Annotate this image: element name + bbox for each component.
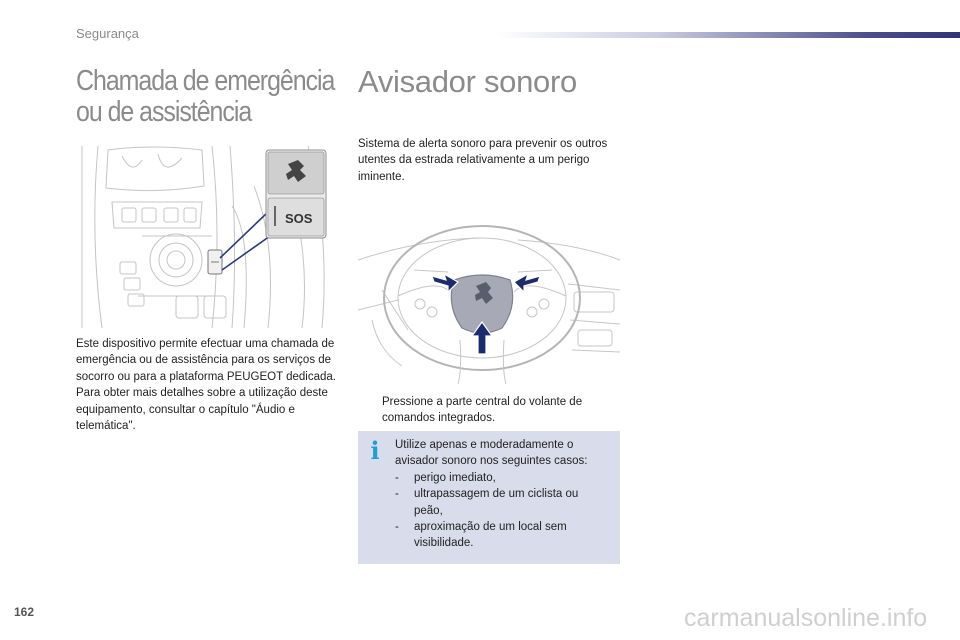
- section-label: Segurança: [76, 26, 139, 41]
- horn-intro: Sistema de alerta sonoro para prevenir os outros utentes da estrada relativamente a um perigo iminente.: [358, 138, 608, 183]
- emergency-call-paragraph-2: Para obter mais detalhes sobre a utilização deste equipamento, consultar o capítulo "Áudio e telemática".: [76, 387, 328, 433]
- info-box: [358, 431, 620, 564]
- horn-instruction: [362, 394, 618, 427]
- list-dash: -: [395, 471, 399, 484]
- sos-console-illustration: [72, 146, 330, 328]
- bullet-marker-icon: [362, 394, 382, 427]
- sos-button-label: SOS: [285, 211, 313, 226]
- horn-instruction-text: Pressione a parte central do volante de comandos integrados.: [382, 396, 583, 425]
- emergency-call-title-line1: Chamada de emergência: [76, 65, 335, 97]
- emergency-call-title: [76, 65, 335, 128]
- header-gradient-bar: [496, 32, 960, 38]
- page-number: 162: [14, 605, 35, 619]
- info-list-item: [395, 519, 609, 552]
- info-icon: i: [370, 436, 380, 465]
- emergency-call-description: [76, 336, 338, 434]
- list-dash: -: [395, 488, 399, 501]
- info-list-item-text: perigo imediato,: [414, 471, 496, 484]
- emergency-call-paragraph-1: Este dispositivo permite efectuar uma chamada de emergência ou de assistência para os serviços de socorro ou para a plataforma PEUGEOT dedicada.: [76, 338, 336, 383]
- info-list-item-text: aproximação de um local sem visibilidade.: [414, 521, 567, 550]
- steering-wheel-illustration: [358, 200, 620, 384]
- info-list-item: [395, 470, 609, 486]
- info-box-intro: Utilize apenas e moderadamente o avisador sonoro nos seguintes casos:: [395, 439, 588, 468]
- info-list-item-text: ultrapassagem de um ciclista ou peão,: [414, 488, 579, 517]
- info-box-text: [395, 437, 609, 552]
- watermark: carmanualsonline.info: [684, 604, 928, 632]
- horn-title: Avisador sonoro: [358, 64, 577, 99]
- emergency-call-title-line2: ou de assistência: [76, 96, 252, 128]
- info-list-item: [395, 486, 609, 519]
- list-dash: -: [395, 521, 399, 534]
